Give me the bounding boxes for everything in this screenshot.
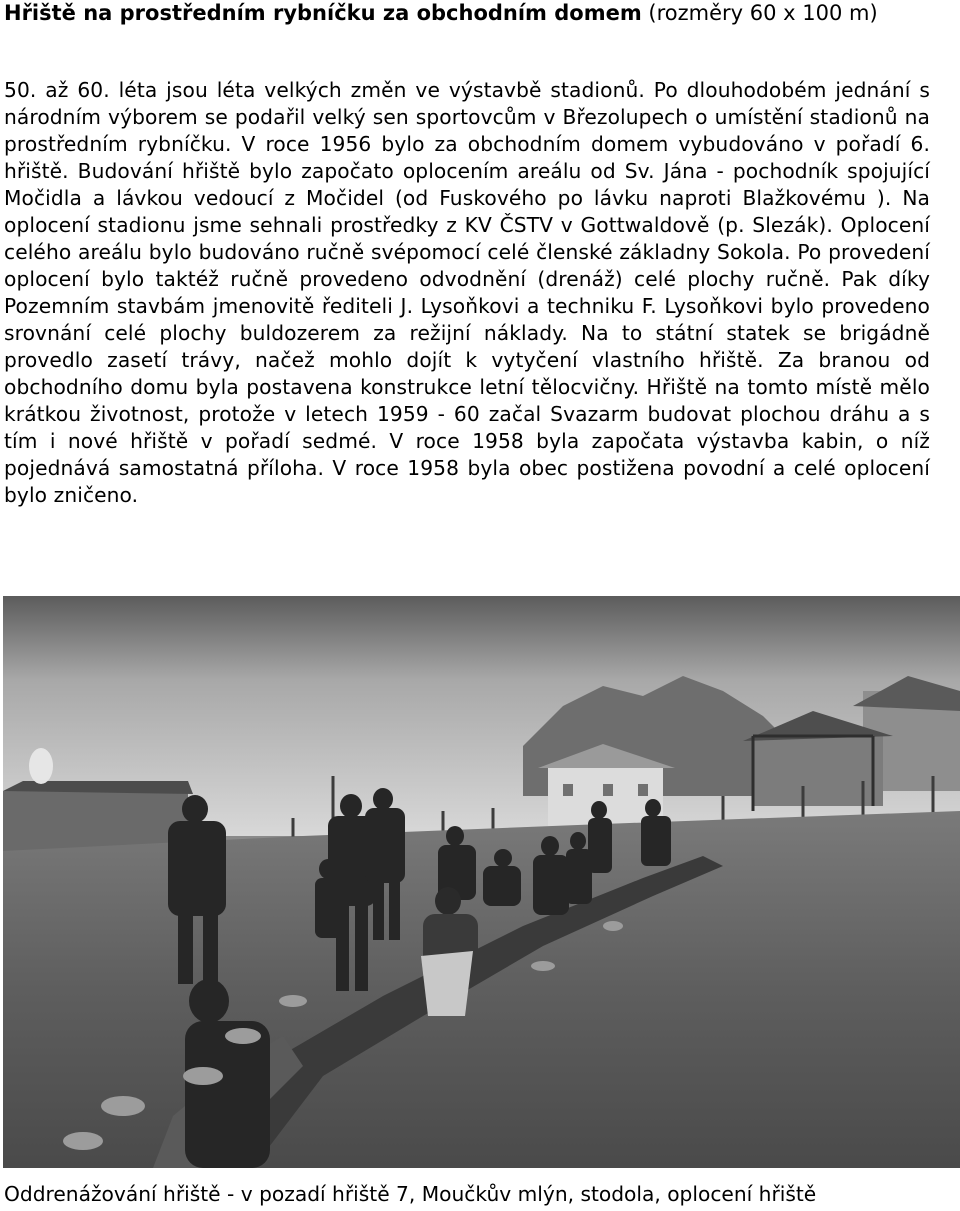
body-paragraph: 50. až 60. léta jsou léta velkých změn ve výstavbě stadionů. Po dlouhodobém jednání s národním výborem se podařil velký sen sportovcům v Březolupech o umístění stadionů na prostředním rybníčku. V roce 1956 bylo za obchodním domem vybudováno v pořadí 6. hřiště. Budování hřiště bylo započato oplocením areálu od Sv. Jána - pochodník spojující Močidla a lávkou vedoucí z Močidel (od Fuskového po lávku naproti Blažkovému ). Na oplocení stadionu jsme sehnali prostředky z KV ČSTV v Gottwaldově (p. Slezák). Oplocení celého areálu bylo budováno ručně svépomocí celé členské základny Sokola. Po provedení oplocení bylo taktéž ručně provedeno odvodnění (drenáž) celé plochy ručně. Pak díky Pozemním stavbám jmenovitě řediteli J. Lysoňkovi a techniku F. Lysoňkovi bylo provedeno srovnání celé plochy buldozerem za režijní náklady. Na to státní statek se brigádně provedlo zasetí trávy, načež mohlo dojít k vytyčení vlastního hřiště. Za branou od obchodního domu byla postavena konstrukce letní tělocvičny. Hřiště na tomto místě mělo krátkou životnost, protože v letech 1959 - 60 začal Svazarm budovat plochou dráhu a s tím i nové hřiště v pořadí sedmé. V roce 1958 byla započata výstavba kabin, o níž pojednává samostatná příloha. V roce 1958 byla obec postižena povodní a celé oplocení bylo zničeno. xyxy=(4,78,930,507)
heading-dimensions: (rozměry 60 x 100 m) xyxy=(641,1,878,25)
heading-title: Hřiště na prostředním rybníčku za obchodním domem xyxy=(4,1,642,25)
section-heading xyxy=(4,0,944,27)
photo-caption: Oddrenážování hřiště - v pozadí hřiště 7, Moučkův mlýn, stodola, oplocení hřiště xyxy=(4,1182,817,1206)
historical-photo xyxy=(3,596,960,1168)
